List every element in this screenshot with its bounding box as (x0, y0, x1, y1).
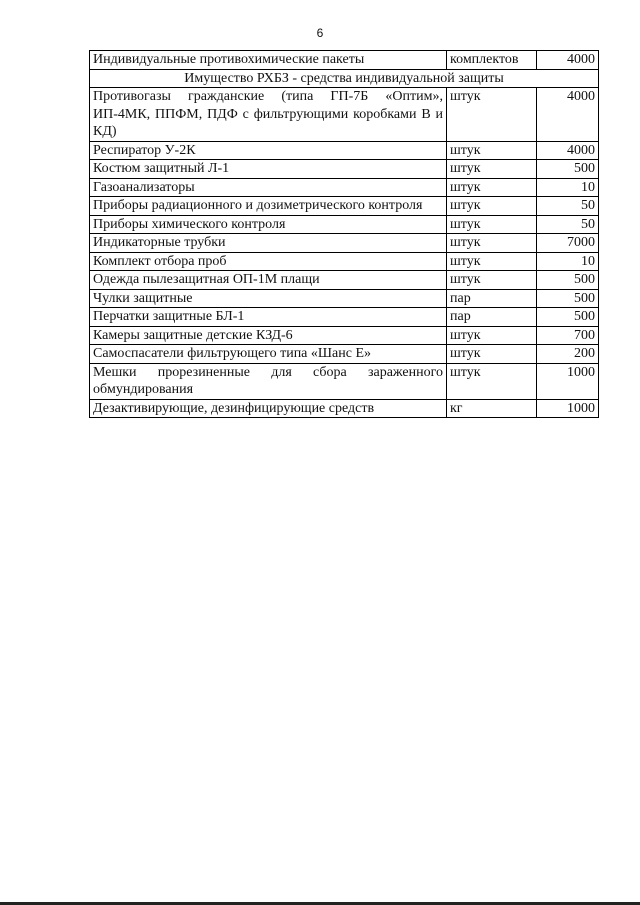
item-unit: штук (447, 363, 537, 399)
table-row (90, 51, 599, 70)
table-row (90, 197, 599, 216)
item-unit: штук (447, 345, 537, 364)
item-quantity: 500 (537, 289, 599, 308)
item-name: Респиратор У-2К (90, 141, 447, 160)
table-row (90, 289, 599, 308)
item-name: Перчатки защитные БЛ-1 (90, 308, 447, 327)
item-unit: пар (447, 308, 537, 327)
item-unit: штук (447, 271, 537, 290)
item-name: Костюм защитный Л-1 (90, 160, 447, 179)
item-name: Индикаторные трубки (90, 234, 447, 253)
item-name: Одежда пылезащитная ОП-1М плащи (90, 271, 447, 290)
item-unit: штук (447, 197, 537, 216)
item-name: Самоспасатели фильтрующего типа «Шанс Е» (90, 345, 447, 364)
table-row (90, 326, 599, 345)
item-unit: штук (447, 160, 537, 179)
item-unit: штук (447, 215, 537, 234)
item-name: Приборы химического контроля (90, 215, 447, 234)
item-unit: штук (447, 234, 537, 253)
item-quantity: 500 (537, 308, 599, 327)
item-quantity: 4000 (537, 51, 599, 70)
item-quantity: 1000 (537, 363, 599, 399)
table-row (90, 271, 599, 290)
page-number: 6 (316, 26, 324, 40)
item-unit: комплектов (447, 51, 537, 70)
item-unit: кг (447, 399, 537, 418)
item-quantity: 200 (537, 345, 599, 364)
item-unit: штук (447, 141, 537, 160)
item-unit: штук (447, 252, 537, 271)
item-name: Камеры защитные детские КЗД-6 (90, 326, 447, 345)
item-name: Газоанализаторы (90, 178, 447, 197)
item-unit: штук (447, 326, 537, 345)
table-row (90, 399, 599, 418)
item-name: Противогазы гражданские (типа ГП-7Б «Оптим», ИП-4МК, ППФМ, ПДФ с фильтрующими коробками В и КД) (90, 88, 447, 142)
item-quantity: 700 (537, 326, 599, 345)
item-unit: штук (447, 178, 537, 197)
table-row (90, 141, 599, 160)
table-row (90, 160, 599, 179)
section-title: Имущество РХБЗ - средства индивидуальной защиты (90, 69, 599, 88)
item-quantity: 500 (537, 160, 599, 179)
item-name: Мешки прорезиненные для сбора зараженного обмундирования (90, 363, 447, 399)
item-name: Дезактивирующие, дезинфицирующие средств (90, 399, 447, 418)
item-unit: пар (447, 289, 537, 308)
section-header-row (90, 69, 599, 88)
table-row (90, 363, 599, 399)
item-name: Приборы радиационного и дозиметрического контроля (90, 197, 447, 216)
item-unit: штук (447, 88, 537, 142)
table-row (90, 234, 599, 253)
item-quantity: 10 (537, 178, 599, 197)
item-name: Чулки защитные (90, 289, 447, 308)
item-quantity: 10 (537, 252, 599, 271)
item-name: Комплект отбора проб (90, 252, 447, 271)
item-quantity: 50 (537, 215, 599, 234)
table-row (90, 252, 599, 271)
item-quantity: 500 (537, 271, 599, 290)
table-row (90, 308, 599, 327)
table-row (90, 215, 599, 234)
item-quantity: 4000 (537, 141, 599, 160)
table-row (90, 178, 599, 197)
item-quantity: 50 (537, 197, 599, 216)
item-quantity: 1000 (537, 399, 599, 418)
table-row (90, 88, 599, 142)
item-quantity: 4000 (537, 88, 599, 142)
table-row (90, 345, 599, 364)
item-quantity: 7000 (537, 234, 599, 253)
supply-table (89, 50, 599, 418)
item-name: Индивидуальные противохимические пакеты (90, 51, 447, 70)
